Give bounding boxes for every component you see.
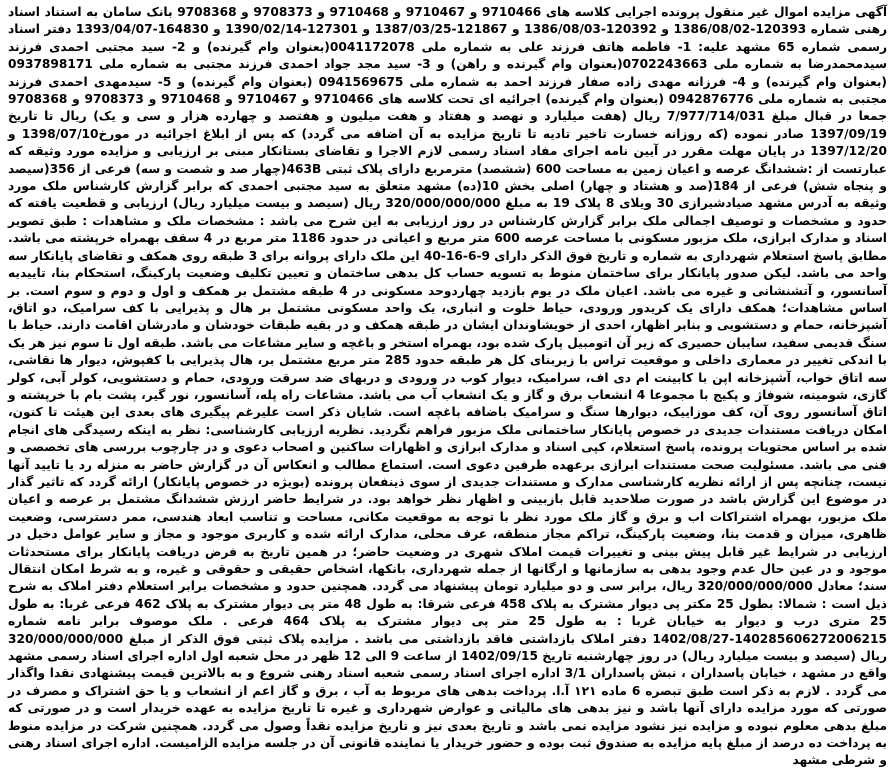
notice-body: آگهی مزایده اموال غیر منقول پرونده اجرایی کلاسه های 9710466 و 9710467 و 9710468 و 9708373 و 9708368 بانک سامان به استناد اسناد رهنی شماره 120393-1386/08/02 و 120392-1386/08/03 و 121867-1387/03/25 و 127301-1390/02/14 و 164830-1393/04/07 دفتر اسناد رسمی شماره 65 مشهد علیه: 1- فاطمه هاتف فرزند علی به شماره ملی 0041172078(بعنوان وام گیرنده) و 2- سید مجتبی احمدی فرزند سیدمحمدرضا به شماره ملی 0702243663(بعنوان وام گیرنده و راهن) و 3- سید مجد جواد احمدی فرزند مجتبی به شماره ملی 0937898171 (بعنوان وام گیرنده) و 4- فرزانه مهدی زاده صفار فرزند احمد به شماره ملی 0941569675 (بعنوان وام گیرنده) و 5- سیدمهدی احمدی فرزند مجتبی به شماره ملی 0942876776 (بعنوان وام گیرنده) اجرائیه ای تحت کلاسه های 9710466 و 9710467 و 9710468 و 9708373 و 9708368 جمعا در قبال مبلغ 7/977/714/031 ریال (هفت میلیارد و نهصد و هفتاد و هفت میلیون و هفتصد و چهارده هزار و سی و یک) ریال تا تاریخ 1397/09/19 صادر نموده (که روزانه خسارت تاخیر تادیه تا تاریخ مزایده به آن اضافه می گردد) که پس از ابلاغ اجرائیه در مورخ1398/07/10 و 1397/12/20 در پایان مهلت مقرر در آیین نامه اجرای مفاد اسناد رسمی لازم الاجرا و تقاضای بستانکار مبنی بر ارزیابی و مزایده مورد وثیقه که عبارتست از :ششدانگ عرصه و اعیان زمین به مساحت 600 (ششصد) مترمربع دارای پلاک ثبتی 463B(چهار صد و شصت و سه) فرعی از 356(سیصد و پنجاه شش) فرعی از 184(صد و هشتاد و چهار) اصلی بخش 10(ده) مشهد متعلق به سید مجتبی احمدی که برابر گزارش کارشناس ملک مورد وثیقه به آدرس مشهد صیادشیرازی 30 ویلای 8 پلاک 19 به مبلغ 320/000/000/000 ریال (سیصد و بیست میلیارد ریال) ارزیابی و قطعیت یافته که حدود و مشخصات و توصیف اجمالی ملک برابر گزارش کارشناس در روز ارزیابی به این شرح می باشد : مشخصات ملک و مشاهدات : طبق تصویر اسناد و مدارک ابرازی، ملک مزبور مسکونی با مساحت عرصه 600 متر مربع و اعیانی در حدود 1186 متر مربع در 4 سقف بهمراه خرپشته می باشد. مطابق پاسخ استعلام شهرداری به شماره و تاریخ فوق الذکر دارای 9-6-16-40 این ملک دارای پروانه برای 3 طبقه روی همکف و تقاضای پایانکار سه واحد می باشد. لیکن صدور پایانکار برای ساختمان منوط به تسویه حساب کل بدهی ساختمان و تعیین تکلیف وضعیت پارکینگ، استحکام بنا، تاییدیه آسانسور، و آتشنشانی و غیره می باشد. اعیان ملک در یوم بازدید چهاردوحد مسکونی در 4 طبقه مشتمل بر همکف و اول و دوم و سوم است. بر اساس مشاهدات؛ همکف دارای یک کریدور ورودی، حیاط خلوت و انباری، یک واحد مسکونی مشتمل بر هال و پذیرایی با کف سرامیک، دو اتاق، آشپزخانه، حمام و دستشویی و بنابر اظهار، احدی از خویشاوندان ایشان در طبقه همکف و در بقیه طبقات خودشان و مادرشان اقامت دارند. حیاط با سنگ قدیمی سفید، سایبان حصیری که زیر آن اتومبیل پارک شده بود، بهمراه استخر و باغچه و سایر مشاعات می باشد. طبقه اول تا سوم نیز هر یک با اندکی تغییر در معماری داخلی و موقعیت تراس با زیربنای کل هر طبقه حدود 285 متر مربع مشتمل بر، هال پذیرایی با کفپوش، دیوار ها نقاشی، سه اتاق خواب، آشپزخانه اپن با کابینت ام دی اف، سرامیک، دیوار کوب در ورودی و دربهای ضد سرقت ورودی، حمام و دستشویی، کولر آبی، کولر گازی، شومینه، شوفاژ و پکیج با مجموعا 4 انشعاب برق و گاز و یک انشعاب آب می باشد. مشاعات راه پله، آسانسور، نور گیر، پشت بام با خرپشته و اتاق آسانسور روی آن، کف موزاییک، دیوارها سنگ و سرامیک باضافه باغچه است. شایان ذکر است علیرغم پیگیری های بعدی این هیئت تا کنون، امکان دریافت مستندات جدیدی در خصوص پایانکار ساختمانی ملک مزبور فراهم نگردید. نظریه ارزیابی کارشناسی: نظر به اینکه رسیدگی های انجام شده بر اساس محتویات پرونده، پاسخ استعلام، کپی اسناد و مدارک ابرازی و اظهارات ساکنین و اصحاب دعوی و در چارچوب بررسی های تخصصی و فنی می باشد. مسئولیت صحت مستندات ابرازی برعهده طرفین دعوی است. استماع مطالب و انعکاس آن در گزارش حاضر به منزله رد یا تایید آنها نیست، چنانچه پس از ارائه نظریه کارشناسی مدارک و مستندات جدیدی از سوی ذینفعان پرونده (بویژه در خصوص پایانکار) ارائه گردد که تاثیر گذار در موضوع این گزارش باشد در صورت صلاحدید قابل بازبینی و اظهار نظر خواهد بود. در شرایط حاضر ارزش ششدانگ مشتمل بر عرصه و اعیان ملک مزبور، بهمراه اشتراکات اب و برق و گاز ملک مورد نظر با توجه به موقعیت مکانی، مساحت و تناسب ابعاد هندسی، ممر دسترسی، وضعیت ظاهری، میزان و قدمت بنا، وضعیت پارکینگ، تراکم مجاز منطقه، عرف محلی، مدارک ارائه شده و کاربری موجود و مجاز و سایر عوامل دخیل در ارزیابی در شرایط غیر قابل پیش بینی و تغییرات قیمت املاک شهری در وضعیت حاضر؛ در همین تاریخ به فرض دریافت پایانکار برای مستحدثات موجود و در عین حال عدم وجود بدهی به سازمانها و ارگانها از جمله شهرداری، بانکها، اشخاص حقیقی و حقوقی و غیره، و به شرط امکان انتقال سند؛ معادل 320/000/000/000 ریال، برابر سی و دو میلیارد تومان پیشنهاد می گردد. همچنین حدود و مشخصات برابر استعلام دفتر املاک به شرح ذیل است : شمالا: بطول 25 مکتر پی دیوار مشترک به پلاک 458 فرعی شرقا: به طول 48 متر پی دیوار مشترک به پلاک 462 فرعی غربا: به طول 25 متری درب و دیوار به خیابان غربا : به طول 25 متر پی دیوار مشترک به پلاک 464 فرعی . ملک موصوف برابر نامه شماره 140285606272006215-1402/08/27 دفتر املاک بازداشتی فاقد بازداشتی می باشد . مزایده پلاک ثبتی فوق الذکر از مبلغ 320/000/000/000 ریال (سیصد و بیست میلیارد ریال) در روز چهارشنبه تاریخ 1402/09/15 از ساعت 9 الی 12 ظهر در محل شعبه اول اداره اجرای اسناد رسمی مشهد واقع در مشهد ، خیابان پاسداران ، نبش پاسداران 3/1 اداره اجرای اسناد رسمی شعبه اسناد رهنی شروع و به بالاترین قیمت پیشنهادی نقدا واگذار می گردد . لازم به ذکر است طبق تبصره 6 ماده ۱۲۱ آ.ا. پرداخت بدهی های مربوط به آب ، برق و گاز اعم از انشعاب و یا حق اشتراک و مصرف در صورتی که مورد مزایده دارای آنها باشد و نیز بدهی های مالیاتی و عوارض شهرداری و غیره تا تاریخ مزایده به عهده خریدار است و در صورتی که مبلغ بدهی معلوم نبوده و مزایده نیز نشود مزایده نمی باشد و تاریخ بعدی نیز و تاریخ مزایده نقداً وصول می گردد. همچنین شرکت در مزایده منوط به پرداخت ده درصد از مبلغ پایه مزایده به صندوق ثبت بوده و حضور خریدار یا نماینده قانونی آن در جلسه مزایده الزامیست. اداره اجرای اسناد رهنی و شرطی مشهد bbox=[8, 5, 888, 768]
